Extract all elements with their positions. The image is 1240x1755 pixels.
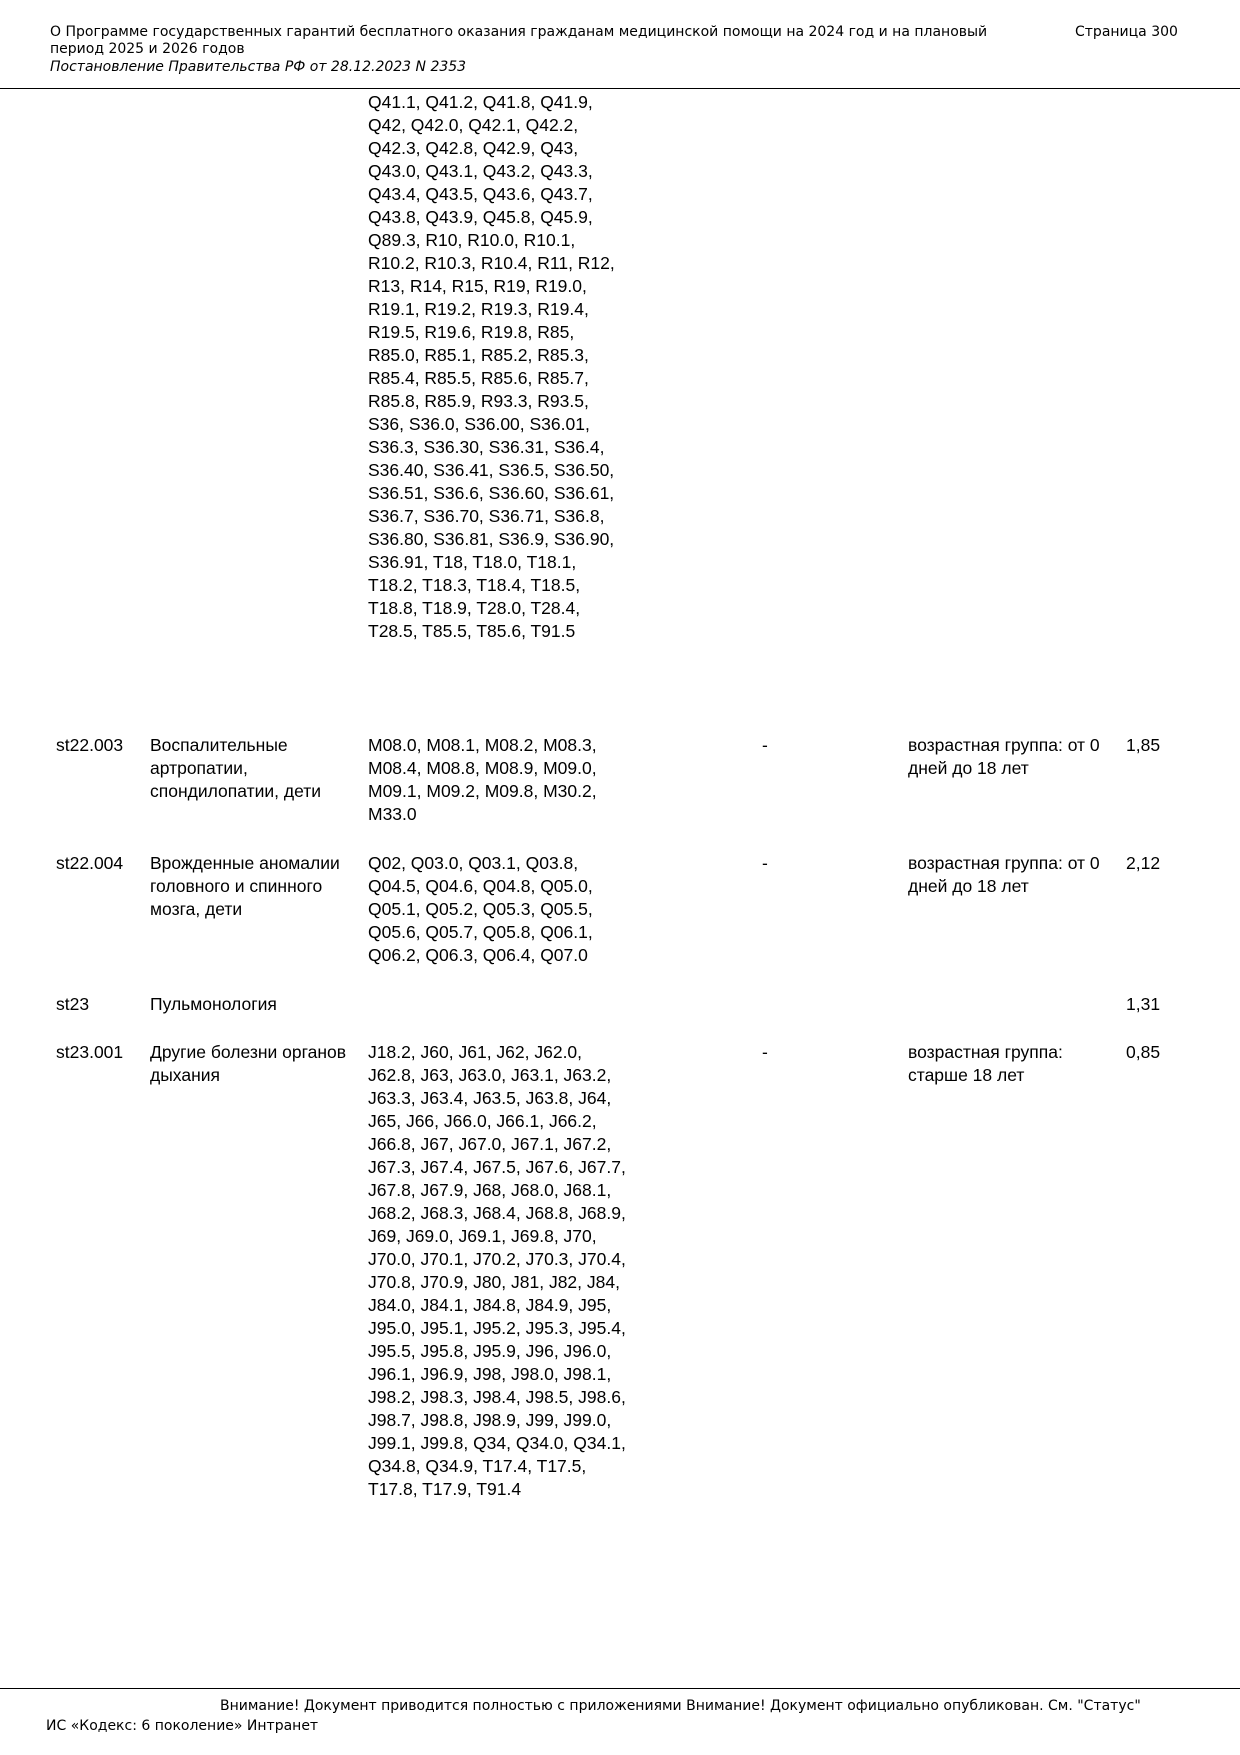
- row-name: Другие болезни органов дыхания: [150, 1042, 347, 1085]
- row-criteria: возрастная группа: от 0 дней до 18 лет: [908, 853, 1100, 896]
- row-criteria: возрастная группа: старше 18 лет: [908, 1042, 1063, 1085]
- row-mkb-codes: Q02, Q03.0, Q03.1, Q03.8, Q04.5, Q04.6, Q04.8, Q05.0, Q05.1, Q05.2, Q05.3, Q05.5, Q05.6, Q05.7, Q05.8, Q06.1, Q06.2, Q06.3, Q06.4, Q07.0: [368, 853, 593, 965]
- row-coefficient: 1,85: [1126, 735, 1161, 755]
- footer-divider: [0, 1688, 1240, 1689]
- row-name: Пульмонология: [150, 994, 277, 1014]
- row-coefficient: 2,12: [1126, 853, 1161, 873]
- row-criteria: возрастная группа: от 0 дней до 18 лет: [908, 735, 1100, 778]
- decree-reference: Постановление Правительства РФ от 28.12.2023 N 2353: [50, 59, 467, 75]
- row-coefficient: 0,85: [1126, 1042, 1161, 1062]
- continuation-codes: Q41.1, Q41.2, Q41.8, Q41.9, Q42, Q42.0, Q42.1, Q42.2, Q42.3, Q42.8, Q42.9, Q43, Q43.0, Q43.1, Q43.2, Q43.3, Q43.4, Q43.5, Q43.6, Q43.7, Q43.8, Q43.9, Q45.8, Q45.9, Q89.3, R10, R10.0, R10.1, R10.2, R10.3, R10.4, R11, R12, R13, R14, R15, R19, R19.0, R19.1, R19.2, R19.3, R19.4, R19.5, R19.6, R19.8, R85, R85.0, R85.1, R85.2, R85.3, R85.4, R85.5, R85.6, R85.7, R85.8, R85.9, R93.3, R93.5, S36, S36.0, S36.00, S36.01, S36.3, S36.30, S36.31, S36.4, S36.40, S36.41, S36.5, S36.50, S36.51, S36.6, S36.60, S36.61, S36.7, S36.70, S36.71, S36.8, S36.80, S36.81, S36.9, S36.90, S36.91, T18, T18.0, T18.1, T18.2, T18.3, T18.4, T18.5, T18.8, T18.9, T28.0, T28.4, T28.5, T85.5, T85.6, T91.5: [368, 92, 615, 641]
- row-dash: -: [762, 1042, 768, 1062]
- header-divider: [0, 88, 1240, 89]
- row-coefficient: 1,31: [1126, 994, 1161, 1014]
- row-code: st23.001: [56, 1042, 124, 1062]
- row-dash: -: [762, 853, 768, 873]
- row-code: st22.003: [56, 735, 124, 755]
- page-header: [50, 24, 1180, 82]
- row-mkb-codes: M08.0, M08.1, M08.2, M08.3, M08.4, M08.8, M08.9, M09.0, M09.1, M09.2, M09.8, M30.2, M33.0: [368, 735, 597, 824]
- row-name: Врожденные аномалии головного и спинного мозга, дети: [150, 853, 340, 919]
- row-dash: -: [762, 735, 768, 755]
- footer-notice: Внимание! Документ приводится полностью с приложениями Внимание! Документ официально опубликован. См. "Статус": [220, 1698, 1141, 1714]
- row-name: Воспалительные артропатии, спондилопатии, дети: [150, 735, 322, 801]
- footer-system: ИС «Кодекс: 6 поколение» Интранет: [46, 1718, 319, 1734]
- row-mkb-codes: J18.2, J60, J61, J62, J62.0, J62.8, J63, J63.0, J63.1, J63.2, J63.3, J63.4, J63.5, J63.8, J64, J65, J66, J66.0, J66.1, J66.2, J66.8, J67, J67.0, J67.1, J67.2, J67.3, J67.4, J67.5, J67.6, J67.7, J67.8, J67.9, J68, J68.0, J68.1, J68.2, J68.3, J68.4, J68.8, J68.9, J69, J69.0, J69.1, J69.8, J70, J70.0, J70.1, J70.2, J70.3, J70.4, J70.8, J70.9, J80, J81, J82, J84, J84.0, J84.1, J84.8, J84.9, J95, J95.0, J95.1, J95.2, J95.3, J95.4, J95.5, J95.8, J95.9, J96, J96.0, J96.1, J96.9, J98, J98.0, J98.1, J98.2, J98.3, J98.4, J98.5, J98.6, J98.7, J98.8, J98.9, J99, J99.0, J99.1, J99.8, Q34, Q34.0, Q34.1, Q34.8, Q34.9, T17.4, T17.5, T17.8, T17.9, T91.4: [368, 1042, 626, 1499]
- row-code: st23: [56, 994, 90, 1014]
- page-number: Страница 300: [1075, 24, 1178, 40]
- row-code: st22.004: [56, 853, 124, 873]
- document-title: О Программе государственных гарантий бесплатного оказания гражданам медицинской помощи на 2024 год и на плановый период 2025 и 2026 годов: [50, 24, 988, 57]
